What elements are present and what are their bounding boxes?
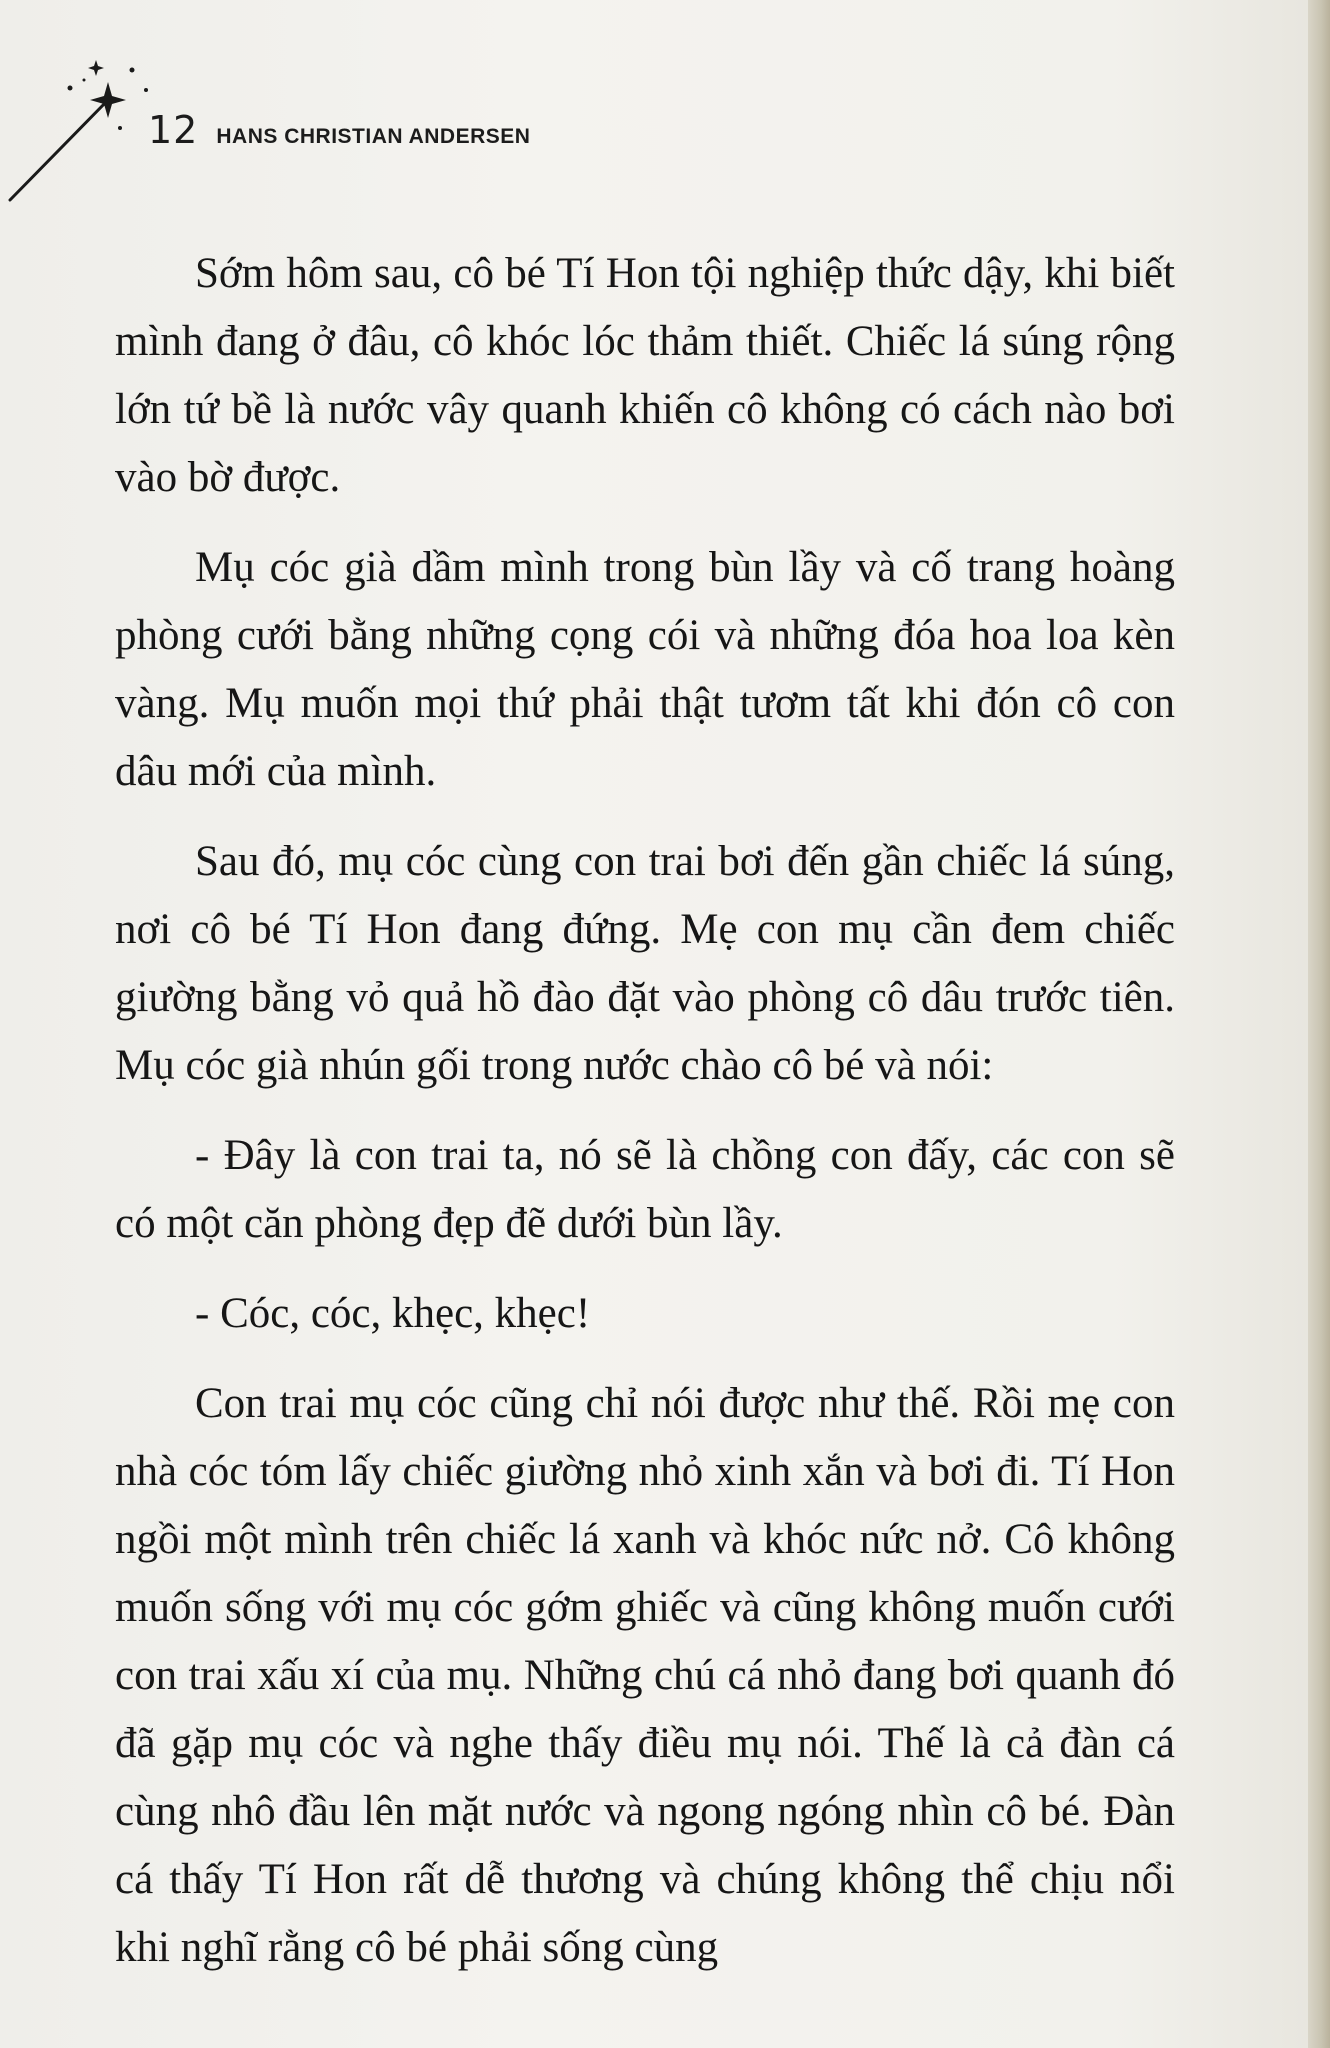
- page-header: [148, 108, 530, 152]
- magic-wand-sparkle-icon: [0, 40, 150, 240]
- dialogue-line: - Đây là con trai ta, nó sẽ là chồng con đấy, các con sẽ có một căn phòng đẹp đẽ dưới bùn lầy.: [115, 1132, 1175, 1247]
- page-number: 12: [148, 108, 199, 152]
- dialogue-line: - Cóc, cóc, khẹc, khẹc!: [195, 1290, 591, 1337]
- paragraph: Mụ cóc già dầm mình trong bùn lầy và cố trang hoàng phòng cưới bằng những cọng cói và những đóa hoa loa kèn vàng. Mụ muốn mọi thứ phải thật tươm tất khi đón cô con dâu mới của mình.: [115, 544, 1175, 795]
- paragraph: Sau đó, mụ cóc cùng con trai bơi đến gần chiếc lá súng, nơi cô bé Tí Hon đang đứng. Mẹ con mụ cần đem chiếc giường bằng vỏ quả hồ đào đặt vào phòng cô dâu trước tiên. Mụ cóc già nhún gối trong nước chào cô bé và nói:: [115, 838, 1175, 1089]
- body-text: [115, 240, 1175, 2004]
- page-edge: [1308, 0, 1330, 2048]
- paragraph: Sớm hôm sau, cô bé Tí Hon tội nghiệp thức dậy, khi biết mình đang ở đâu, cô khóc lóc thảm thiết. Chiếc lá súng rộng lớn tứ bề là nước vây quanh khiến cô không có cách nào bơi vào bờ được.: [115, 250, 1175, 501]
- paragraph: Con trai mụ cóc cũng chỉ nói được như thế. Rồi mẹ con nhà cóc tóm lấy chiếc giường nhỏ xinh xắn và bơi đi. Tí Hon ngồi một mình trên chiếc lá xanh và khóc nức nở. Cô không muốn sống với mụ cóc gớm ghiếc và cũng không muốn cưới con trai xấu xí của mụ. Những chú cá nhỏ đang bơi quanh đó đã gặp mụ cóc và nghe thấy điều mụ nói. Thế là cả đàn cá cùng nhô đầu lên mặt nước và ngong ngóng nhìn cô bé. Đàn cá thấy Tí Hon rất dễ thương và chúng không thể chịu nổi khi nghĩ rằng cô bé phải sống cùng: [115, 1380, 1175, 1971]
- running-head: HANS CHRISTIAN ANDERSEN: [216, 125, 531, 148]
